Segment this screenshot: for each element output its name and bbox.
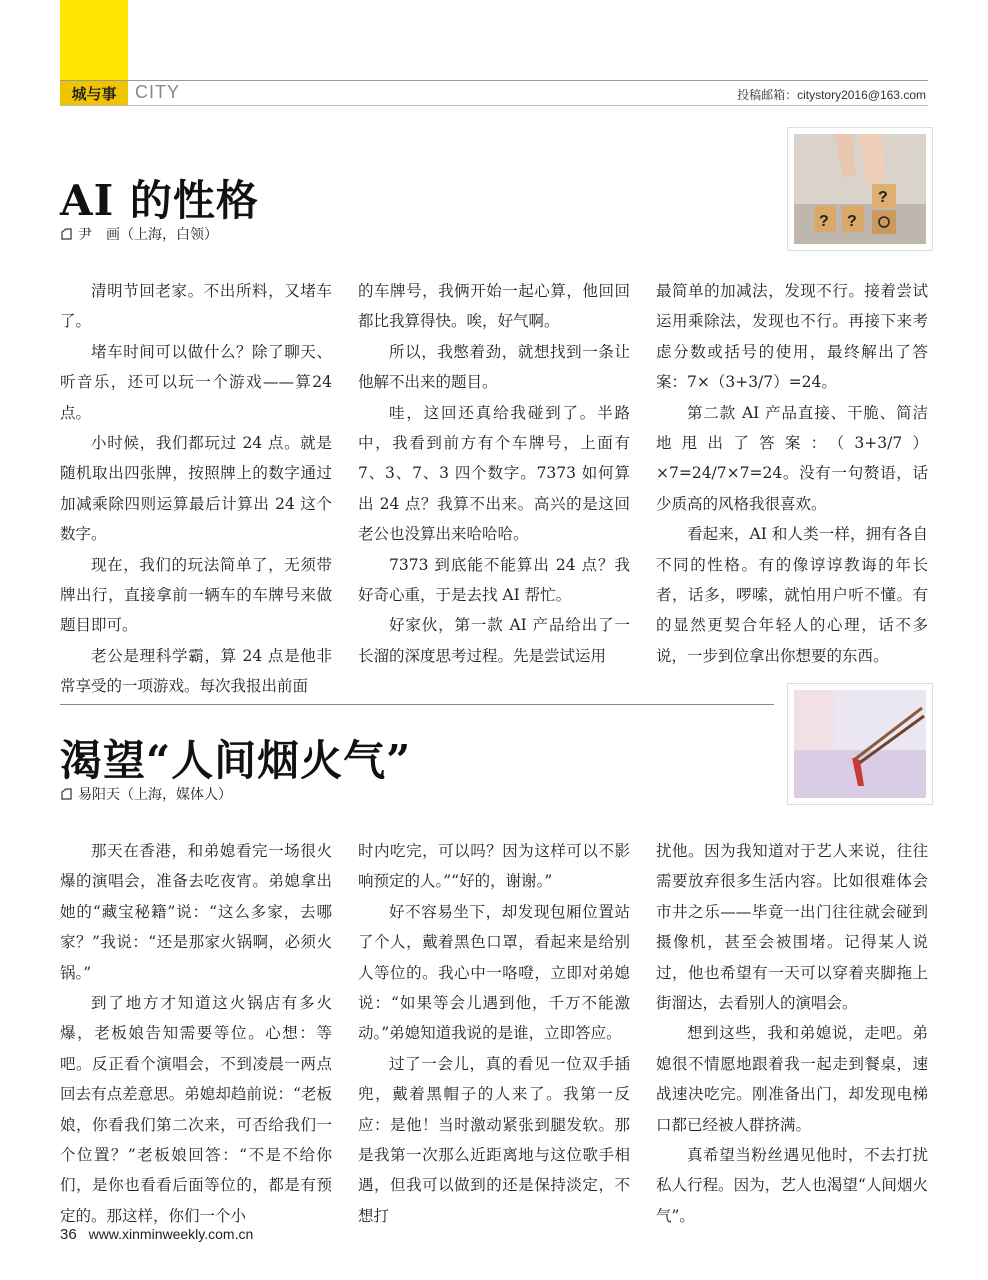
article-divider: [60, 704, 774, 705]
pen-icon: [60, 787, 74, 801]
puzzle-blocks-icon: [794, 134, 926, 244]
paragraph: 堵车时间可以做什么？除了聊天、听音乐，还可以玩一个游戏——算24点。: [60, 342, 332, 422]
header-color-bar: [60, 0, 128, 80]
paragraph: 小时候，我们都玩过 24 点。就是随机取出四张牌，按照牌上的数字通过加减乘除四则运算最后计算出 24 这个数字。: [60, 434, 332, 544]
article1-column-3: [656, 276, 928, 671]
article1-column-2: [358, 276, 630, 671]
paragraph: 清明节回老家。不出所料，又堵车了。: [60, 282, 332, 331]
page-number: 36: [60, 1226, 77, 1243]
paragraph: 好不容易坐下，却发现包厢位置站了个人，戴着黑色口罩，看起来是给别人等位的。我心中一咯噔，立即对弟媳说：“如果等会儿遇到他，千万不能激动。”弟媳知道我说的是谁，立即答应。: [358, 902, 630, 1043]
paragraph: 第二款 AI 产品直接、干脆、简洁地甩出了答案：（3+3/7）×7=24/7×7=24。没有一句赘语，话少质高的风格我很喜欢。: [656, 403, 928, 513]
chopsticks-icon: [794, 690, 926, 798]
page-footer: [60, 1226, 253, 1243]
article-byline: [60, 224, 218, 244]
byline-text: 尹 画（上海，白领）: [78, 226, 218, 242]
header-rule-top: [60, 80, 928, 81]
paragraph: 真希望当粉丝遇见他时，不去打扰私人行程。因为，艺人也渴望“人间烟火气”。: [656, 1146, 928, 1225]
paragraph: 好家伙，第一款 AI 产品给出了一长溜的深度思考过程。先是尝试运用: [358, 616, 630, 665]
byline-text: 易阳天（上海，媒体人）: [78, 786, 232, 802]
paragraph: 那天在香港，和弟媳看完一场很火爆的演唱会，准备去吃夜宵。弟媳拿出她的“藏宝秘籍”说：“这么多家，去哪家？”我说：“还是那家火锅啊，必须火锅。”: [60, 842, 332, 982]
paragraph: 扰他。因为我知道对于艺人来说，往往需要放弃很多生活内容。比如很难体会市井之乐——毕竟一出门往往就会碰到摄像机，甚至会被围堵。记得某人说过，他也希望有一天可以穿着夹脚拖上街溜达，去看别人的演唱会。: [656, 842, 928, 1013]
article1-column-1: [60, 276, 332, 702]
article-image-stamp: [788, 128, 932, 250]
article2-column-3: [656, 836, 928, 1231]
footer-url[interactable]: www.xinminweekly.com.cn: [88, 1226, 254, 1242]
paragraph: 看起来，AI 和人类一样，拥有各自不同的性格。有的像谆谆教诲的年长者，话多，啰嗦，就怕用户听不懂。有的显然更契合年轻人的心理，话不多说，一步到位拿出你想要的东西。: [656, 525, 928, 665]
paragraph: 过了一会儿，真的看见一位双手插兜，戴着黑帽子的人来了。我第一反应：是他！当时激动紧张到腿发软。那是我第一次那么近距离地与这位歌手相遇，但我可以做到的还是保持淡定，不想打: [358, 1054, 630, 1225]
paragraph: 老公是理科学霸，算 24 点是他非常享受的一项游戏。每次我报出前面: [60, 646, 332, 696]
paragraph: 7373 到底能不能算出 24 点？我好奇心重，于是去找 AI 帮忙。: [358, 555, 630, 605]
article2-column-2: [358, 836, 630, 1231]
section-label-en: CITY: [135, 82, 181, 102]
svg-text:?: ?: [819, 213, 829, 230]
paragraph: 所以，我憋着劲，就想找到一条让他解不出来的题目。: [358, 342, 630, 392]
pen-icon: [60, 227, 74, 241]
article-title: 渴望“人间烟火气”: [60, 736, 412, 785]
article2-column-1: [60, 836, 332, 1231]
paragraph: 最简单的加减法，发现不行。接着尝试运用乘除法，发现也不行。再接下来考虑分数或括号的使用，最终解出了答案：7×（3+3/7）=24。: [656, 282, 928, 392]
contribute-email: 投稿邮箱：citystory2016@163.com: [737, 88, 926, 102]
article-byline: [60, 784, 232, 804]
paragraph: 到了地方才知道这火锅店有多火爆，老板娘告知需要等位。心想：等吧。反正看个演唱会，不到凌晨一两点回去有点差意思。弟媳却趋前说：“老板娘，你看我们第二次来，可否给我们一个位置？”老板娘回答：“不是不给你们，是你也看看后面等位的，都是有预定的。那这样，你们一个小: [60, 994, 332, 1225]
header-rule-bottom: [60, 105, 928, 106]
paragraph: 的车牌号，我俩开始一起心算，他回回都比我算得快。唉，好气啊。: [358, 282, 630, 331]
paragraph: 时内吃完，可以吗？因为这样可以不影响预定的人。”“好的，谢谢。”: [358, 842, 630, 891]
article-image-stamp: [788, 684, 932, 804]
section-tag: 城与事: [60, 81, 128, 105]
paragraph: 想到这些，我和弟媳说，走吧。弟媳很不情愿地跟着我一起走到餐桌，速战速决吃完。刚准备出门，却发现电梯口都已经被人群挤满。: [656, 1024, 928, 1134]
article-title: AI 的性格: [60, 176, 259, 225]
svg-text:?: ?: [847, 213, 857, 230]
svg-text:?: ?: [878, 189, 888, 206]
paragraph: 哇，这回还真给我碰到了。半路中，我看到前方有个车牌号，上面有 7、3、7、3 四个数字。7373 如何算出 24 点？我算不出来。高兴的是这回老公也没算出来哈哈哈。: [358, 403, 630, 544]
paragraph: 现在，我们的玩法简单了，无须带牌出行，直接拿前一辆车的车牌号来做题目即可。: [60, 555, 332, 635]
